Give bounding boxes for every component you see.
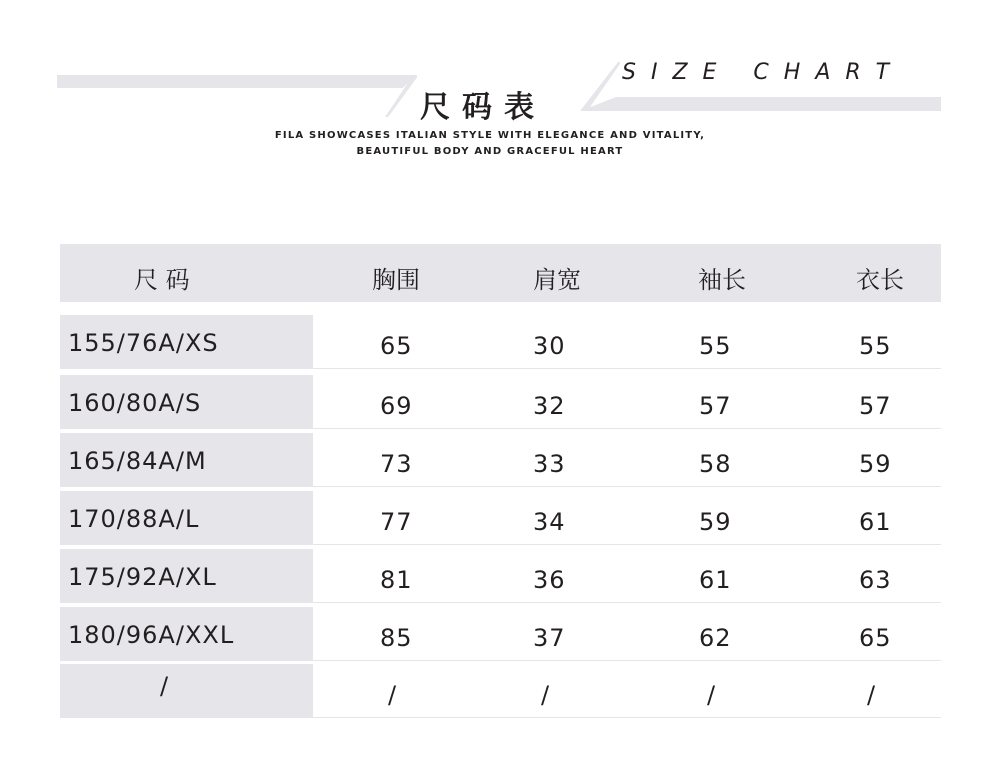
row-divider: [60, 486, 941, 487]
column-header-chest: 胸围: [372, 266, 420, 294]
table-cell: /: [388, 681, 398, 709]
column-header-length: 衣长: [856, 266, 904, 294]
table-cell: 55: [859, 332, 892, 360]
table-cell: 63: [859, 566, 892, 594]
page-title-en: SIZE CHART: [622, 60, 905, 85]
subtitle-line-2: BEAUTIFUL BODY AND GRACEFUL HEART: [356, 146, 624, 157]
table-cell: 30: [533, 332, 566, 360]
table-cell: 59: [859, 450, 892, 478]
size-label: 170/88A/L: [68, 505, 200, 533]
title-band-right: [580, 97, 941, 111]
table-cell: 34: [533, 508, 566, 536]
size-label: 165/84A/M: [68, 447, 207, 475]
table-cell: 69: [380, 392, 413, 420]
table-cell: 57: [699, 392, 732, 420]
table-cell: /: [707, 681, 717, 709]
table-cell: 55: [699, 332, 732, 360]
size-label: 175/92A/XL: [68, 563, 217, 591]
table-cell: 57: [859, 392, 892, 420]
table-cell: 65: [859, 624, 892, 652]
row-divider: [60, 660, 941, 661]
table-cell: 73: [380, 450, 413, 478]
size-label: /: [160, 672, 170, 700]
table-header-bar: [60, 244, 941, 302]
size-label: 180/96A/XXL: [68, 621, 235, 649]
row-divider: [60, 368, 941, 369]
table-cell: 61: [699, 566, 732, 594]
size-label: 155/76A/XS: [68, 329, 219, 357]
table-cell: /: [541, 681, 551, 709]
row-divider: [60, 602, 941, 603]
row-divider: [60, 717, 941, 718]
table-cell: 81: [380, 566, 413, 594]
table-cell: 61: [859, 508, 892, 536]
table-cell: 36: [533, 566, 566, 594]
row-divider: [60, 544, 941, 545]
size-cell-background: [60, 664, 313, 717]
column-header-sleeve: 袖长: [698, 266, 746, 294]
table-cell: 65: [380, 332, 413, 360]
column-header-shoulder: 肩宽: [533, 266, 581, 294]
table-cell: 32: [533, 392, 566, 420]
table-cell: /: [867, 681, 877, 709]
subtitle-line-1: FILA SHOWCASES ITALIAN STYLE WITH ELEGANCE AND VITALITY,: [274, 130, 706, 141]
table-cell: 62: [699, 624, 732, 652]
row-divider: [60, 428, 941, 429]
table-cell: 58: [699, 450, 732, 478]
page-title-cn: 尺码表: [420, 90, 546, 125]
table-cell: 85: [380, 624, 413, 652]
title-band-left: [57, 75, 417, 88]
table-cell: 77: [380, 508, 413, 536]
column-header-size: 尺 码: [134, 266, 190, 294]
table-cell: 59: [699, 508, 732, 536]
size-label: 160/80A/S: [68, 389, 202, 417]
table-cell: 33: [533, 450, 566, 478]
table-cell: 37: [533, 624, 566, 652]
